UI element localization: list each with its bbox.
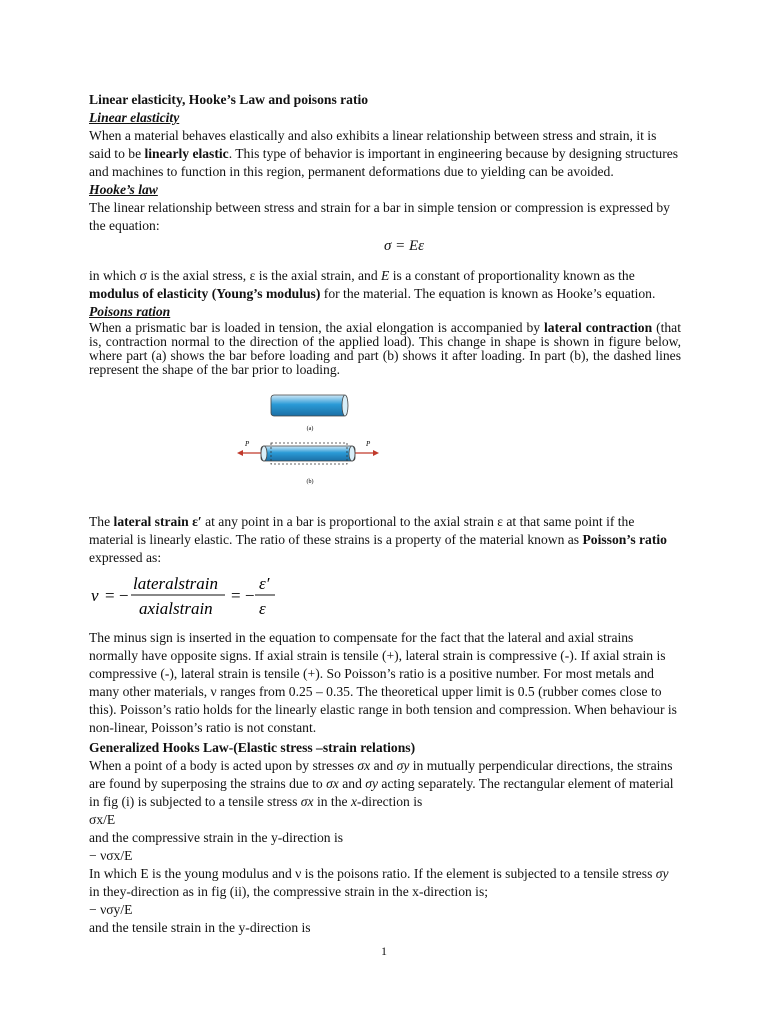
page-number: 1 — [381, 944, 387, 958]
heading-poisons-ration: Poisons ration — [89, 304, 171, 319]
document-title: Linear elasticity, Hooke’s Law and poisons ratio — [89, 92, 369, 107]
text: expressed as: — [89, 550, 162, 565]
bold-term: linearly elastic — [144, 146, 229, 161]
fig-label-b: (b) — [306, 479, 314, 485]
bar-end — [349, 446, 355, 461]
text: The — [89, 514, 114, 529]
symbol-x: x — [350, 794, 357, 809]
symbol-e: E — [381, 268, 390, 283]
bar-unloaded — [271, 395, 347, 416]
eq-numerator-2: ε′ — [259, 574, 270, 593]
text: in mutually perpendicular directions, the strains are found by superposing the strains due to — [89, 758, 673, 791]
text: -direction is — [356, 794, 423, 809]
symbol-sigma-x: σx — [326, 776, 339, 791]
fig-label-a: (a) — [306, 426, 314, 432]
bold-term: Poisson’s ratio — [582, 532, 667, 547]
heading-generalized-hooks-law: Generalized Hooks Law-(Elastic stress –strain relations) — [89, 740, 416, 755]
paragraph-poisson-intro — [89, 321, 681, 377]
eq-denominator-2: ε — [259, 599, 266, 618]
eq-numerator: lateralstrain — [133, 574, 219, 593]
text: and — [370, 758, 397, 773]
text: acting separately. The rectangular element of material in fig (i) is subjected to a tensile stress — [89, 776, 674, 809]
text: is a constant of proportionality known as the — [389, 268, 635, 283]
heading-hookes-law: Hooke’s law — [89, 182, 158, 197]
text: . This type of behavior is important in engineering because by designing structures and machines to function in this region, permanent deformations due to yielding can be avoided. — [89, 146, 679, 179]
text: at any point in a bar is proportional to the axial strain ε at that same point if the material is linearly elastic. The ratio of these strains is a property of the material known as — [89, 514, 635, 547]
text: When a prismatic bar is loaded in tension, the axial elongation is accompanied by — [89, 320, 544, 335]
fig-force-left: P — [245, 440, 250, 448]
text: in the — [313, 794, 351, 809]
arrowhead-left — [237, 450, 243, 456]
text: (that is, contraction normal to the direction of the applied load). This change in shape is shown in figure below, where part (a) shows the bar before loading and part (b) shows it after loading. In part (b), the dashed lines represent the shape of the bar prior to loading. — [89, 320, 681, 377]
bar-deformation-figure — [89, 391, 681, 503]
text: In which E is the young modulus and ν is the poisons ratio. If the element is subjected to a tensile stress — [89, 866, 656, 881]
eq-denominator: axialstrain — [139, 599, 213, 618]
bold-term: modulus of elasticity (Young’s modulus) — [89, 286, 321, 301]
paragraph-minus-sign: The minus sign is inserted in the equation to compensate for the fact that the lateral and axial strains normally have opposite signs. If axial strain is tensile (+), lateral strain is compressive (-). If axial strain is compressive (-), lateral strain is tensile (+). So Poisson’s ratio is a positive number. For most metals and many other materials, ν ranges from 0.25 – 0.35. The theoretical upper limit is 0.5 (rubber comes close to this). Poisson’s ratio holds for the linearly elastic range in both tension and compression. When behaviour is non-linear, Poisson’s ratio is not constant. — [89, 630, 677, 735]
strain-x-compressive-line: − νσy/E — [89, 902, 133, 917]
eq-nu: ν — [91, 586, 99, 605]
text: When a point of a body is acted upon by stresses — [89, 758, 358, 773]
arrowhead-right — [373, 450, 379, 456]
compressive-y-text: and the compressive strain in the y-direction is — [89, 830, 344, 845]
text: in which σ is the axial stress, ε is the axial strain, and — [89, 268, 382, 283]
heading-linear-elasticity: Linear elasticity — [89, 110, 180, 125]
symbol-sigma-x: σx — [357, 758, 371, 773]
bar-end — [342, 395, 348, 416]
text: for the material. The equation is known as Hooke’s equation. — [320, 286, 656, 301]
strain-y-line: − νσx/E — [89, 848, 133, 863]
paragraph-hookes-explain — [89, 267, 681, 303]
eq-equals-1: = − — [105, 586, 129, 605]
tensile-y-text: and the tensile strain in the y-direction is — [89, 920, 311, 935]
text: When a material behaves elastically and also exhibits a linear relationship between stress and strain, it is said to be — [89, 128, 657, 161]
bold-term: lateral contraction — [544, 320, 653, 335]
equation-poisson-ratio — [89, 569, 681, 621]
symbol-sigma-y: σy — [655, 866, 669, 881]
equation-svg — [89, 569, 349, 621]
bar-end — [261, 446, 267, 461]
bar-loaded — [261, 446, 355, 461]
document-body — [89, 91, 681, 937]
text: in they-direction as in fig (ii), the compressive strain in the x-direction is; — [89, 884, 489, 899]
paragraph-hookes-intro: The linear relationship between stress and strain for a bar in simple tension or compression is expressed by the equation: — [89, 200, 670, 233]
figure-svg — [89, 391, 681, 503]
symbol-sigma-y: σy — [365, 776, 379, 791]
strain-x-line: σx/E — [89, 812, 116, 827]
eq-equals-2: = − — [231, 586, 255, 605]
symbol-sigma-y: σy — [396, 758, 410, 773]
equation-hooke: σ = Eε — [383, 238, 425, 254]
fig-force-right: P — [366, 440, 371, 448]
paragraph-generalized — [89, 757, 681, 811]
symbol-sigma-x: σx — [300, 794, 314, 809]
paragraph-young-modulus — [89, 865, 681, 901]
paragraph-lateral-strain — [89, 513, 681, 567]
paragraph-linear-elasticity — [89, 127, 681, 181]
text: and — [338, 776, 366, 791]
bold-term: lateral strain ε′ — [113, 514, 202, 529]
